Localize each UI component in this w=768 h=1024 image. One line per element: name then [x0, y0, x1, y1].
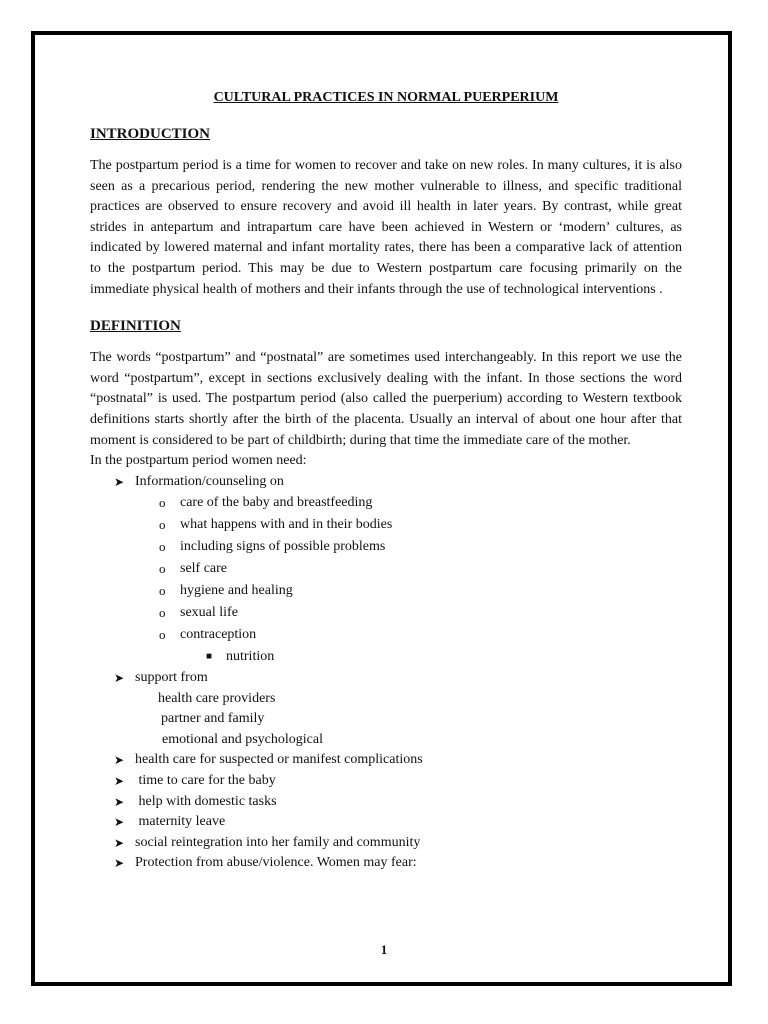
list-item: o care of the baby and breastfeeding [90, 492, 682, 514]
list-item: o including signs of possible problems [90, 536, 682, 558]
list-item: ➤ maternity leave [90, 812, 682, 833]
list-item: partner and family [161, 711, 265, 727]
list-item: health care providers [158, 690, 276, 706]
definition-heading: DEFINITION [90, 318, 181, 335]
document-body [90, 88, 682, 874]
list-item: emotional and psychological [162, 731, 323, 747]
circle-bullet-icon: o [159, 605, 166, 621]
page-number: 1 [380, 942, 388, 957]
arrow-bullet-icon: ➤ [114, 753, 125, 768]
list-item: ➤ social reintegration into her family and community [90, 833, 682, 854]
list-item: ➤ Information/counseling on [90, 472, 682, 493]
list-item: ➤ time to care for the baby [90, 771, 682, 792]
list-item: o hygiene and healing [90, 580, 682, 602]
list-item: o contraception [90, 624, 682, 646]
list-item: ➤ support from [90, 668, 682, 689]
definition-paragraph: The words “postpartum” and “postnatal” are sometimes used interchangeably. In this report we use the word “postpartum”, except in sections exclusively dealing with the infant. In those sections the word “postnatal” is used. The postpartum period (also called the puerperium) according to Western textbook definitions starts shortly after the birth of the placenta. Usually an interval of about one hour after that moment is considered to be part of childbirth; during that time the immediate care of the mother. [90, 350, 682, 448]
list-item: o sexual life [90, 602, 682, 624]
square-bullet-icon: ■ [206, 651, 213, 663]
introduction-paragraph: The postpartum period is a time for women to recover and take on new roles. In many cultures, it is also seen as a precarious period, rendering the new mother vulnerable to illness, and specific traditional practices are observed to ensure recovery and avoid ill health in later years. By contrast, while great strides in antepartum and intrapartum care have been achieved in Western or ‘modern’ cultures, as indicated by lowered maternal and infant mortality rates, there has been a comparative lack of attention to the postpartum period. This may be due to Western postpartum care focusing primarily on the immediate physical health of mothers and their infants through the use of technological interventions . [90, 158, 682, 297]
introduction-heading: INTRODUCTION [90, 126, 211, 142]
circle-bullet-icon: o [159, 627, 166, 643]
circle-bullet-icon: o [159, 517, 166, 533]
circle-bullet-icon: o [159, 495, 166, 511]
arrow-bullet-icon: ➤ [114, 856, 125, 871]
arrow-bullet-icon: ➤ [114, 474, 125, 489]
arrow-bullet-icon: ➤ [114, 671, 125, 686]
needs-list [90, 472, 682, 874]
circle-bullet-icon: o [159, 539, 166, 555]
needs-intro: In the postpartum period women need: [90, 453, 307, 469]
list-item: o what happens with and in their bodies [90, 514, 682, 536]
list-item: ■ nutrition [90, 646, 682, 668]
list-item: ➤ help with domestic tasks [90, 792, 682, 813]
list-item: ➤ Protection from abuse/violence. Women may fear: [90, 853, 682, 874]
list-item: ➤ health care for suspected or manifest complications [90, 750, 682, 771]
arrow-bullet-icon: ➤ [114, 815, 125, 830]
list-item: o self care [90, 558, 682, 580]
arrow-bullet-icon: ➤ [114, 794, 125, 809]
circle-bullet-icon: o [159, 583, 166, 599]
circle-bullet-icon: o [159, 561, 166, 577]
page-title: CULTURAL PRACTICES IN NORMAL PUERPERIUM [213, 90, 559, 105]
arrow-bullet-icon: ➤ [114, 835, 125, 850]
arrow-bullet-icon: ➤ [114, 774, 125, 788]
